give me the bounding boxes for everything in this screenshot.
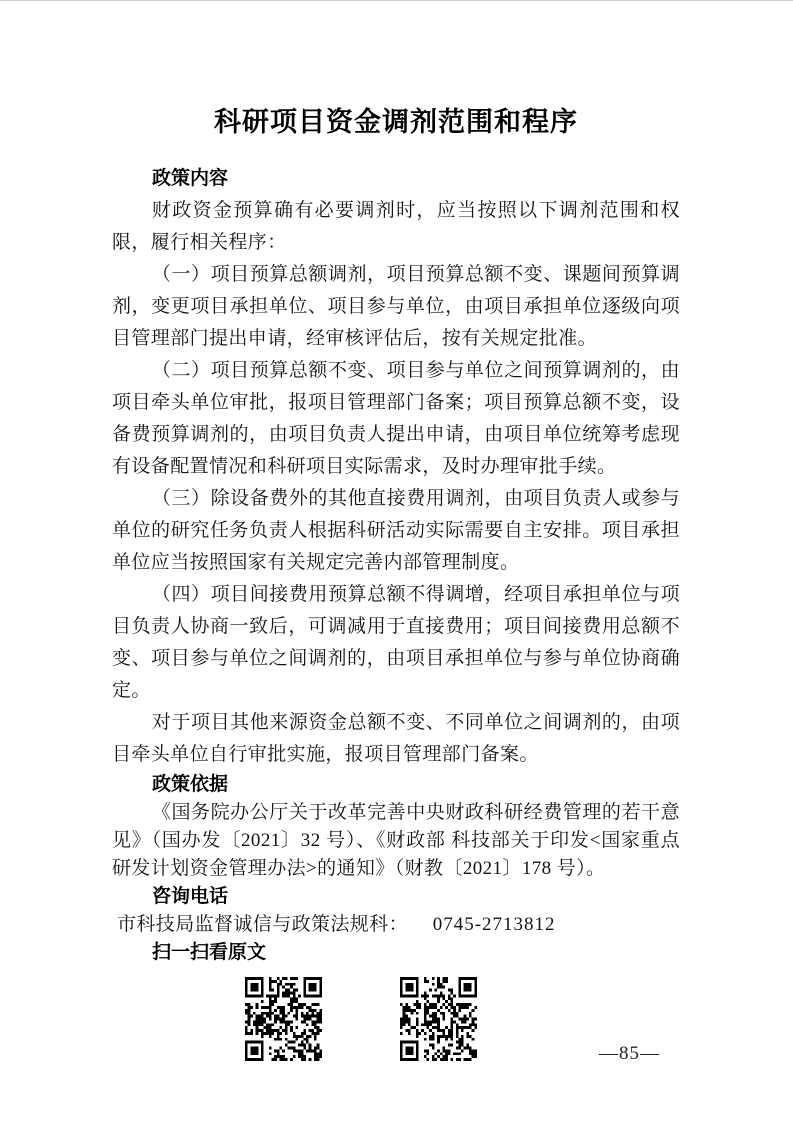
section-heading-policy-basis: 政策依据 <box>152 774 229 795</box>
policy-content-paragraph: 财政资金预算确有必要调剂时，应当按照以下调剂范围和权限，履行相关程序： <box>112 200 680 253</box>
contact-department-label: 市科技局监督诚信与政策法规科： <box>117 914 409 935</box>
section-heading-contact: 咨询电话 <box>152 886 229 907</box>
qr-code-row <box>112 977 680 1061</box>
section-heading-policy-content: 政策内容 <box>152 168 229 189</box>
policy-basis-paragraph: 《国务院办公厅关于改革完善中央财政科研经费管理的若干意见》（国办发〔2021〕32 号）、《财政部 科技部关于印发<国家重点研发计划资金管理办法>的通知》（财教〔2021〕178 号）。 <box>112 802 680 879</box>
tail-sections <box>112 771 680 967</box>
policy-content-paragraph: （一）项目预算总额调剂，项目预算总额不变、课题间预算调剂，变更项目承担单位、项目参与单位，由项目承担单位逐级向项目管理部门提出申请，经审核评估后，按有关规定批准。 <box>112 264 680 349</box>
policy-content-paragraph: 对于项目其他来源资金总额不变、不同单位之间调剂的，由项目牵头单位自行审批实施，报项目管理部门备案。 <box>112 712 680 765</box>
policy-content-paragraph: （二）项目预算总额不变、项目参与单位之间预算调剂的，由项目牵头单位审批，报项目管理部门备案；项目预算总额不变，设备费预算调剂的，由项目负责人提出申请，由项目单位统筹考虑现有设备配置情况和科研项目实际需求，及时办理审批手续。 <box>112 360 680 477</box>
page-number: —85— <box>599 1043 660 1064</box>
policy-content-paragraph: （三）除设备费外的其他直接费用调剂，由项目负责人或参与单位的研究任务负责人根据科研活动实际需要自主安排。项目承担单位应当按照国家有关规定完善内部管理制度。 <box>112 488 680 573</box>
contact-phone-number: 0745-2713812 <box>432 914 556 935</box>
qr-code-right <box>400 977 477 1061</box>
policy-content-paragraph: （四）项目间接费用预算总额不得调增，经项目承担单位与项目负责人协商一致后，可调减用于直接费用；项目间接费用总额不变、项目参与单位之间调剂的，由项目承担单位与参与单位协商确定。 <box>112 584 680 701</box>
section-heading-scan: 扫一扫看原文 <box>152 942 267 963</box>
page-title: 科研项目资金调剂范围和程序 <box>214 107 578 137</box>
contact-line <box>112 911 680 939</box>
qr-code-left <box>245 977 322 1061</box>
